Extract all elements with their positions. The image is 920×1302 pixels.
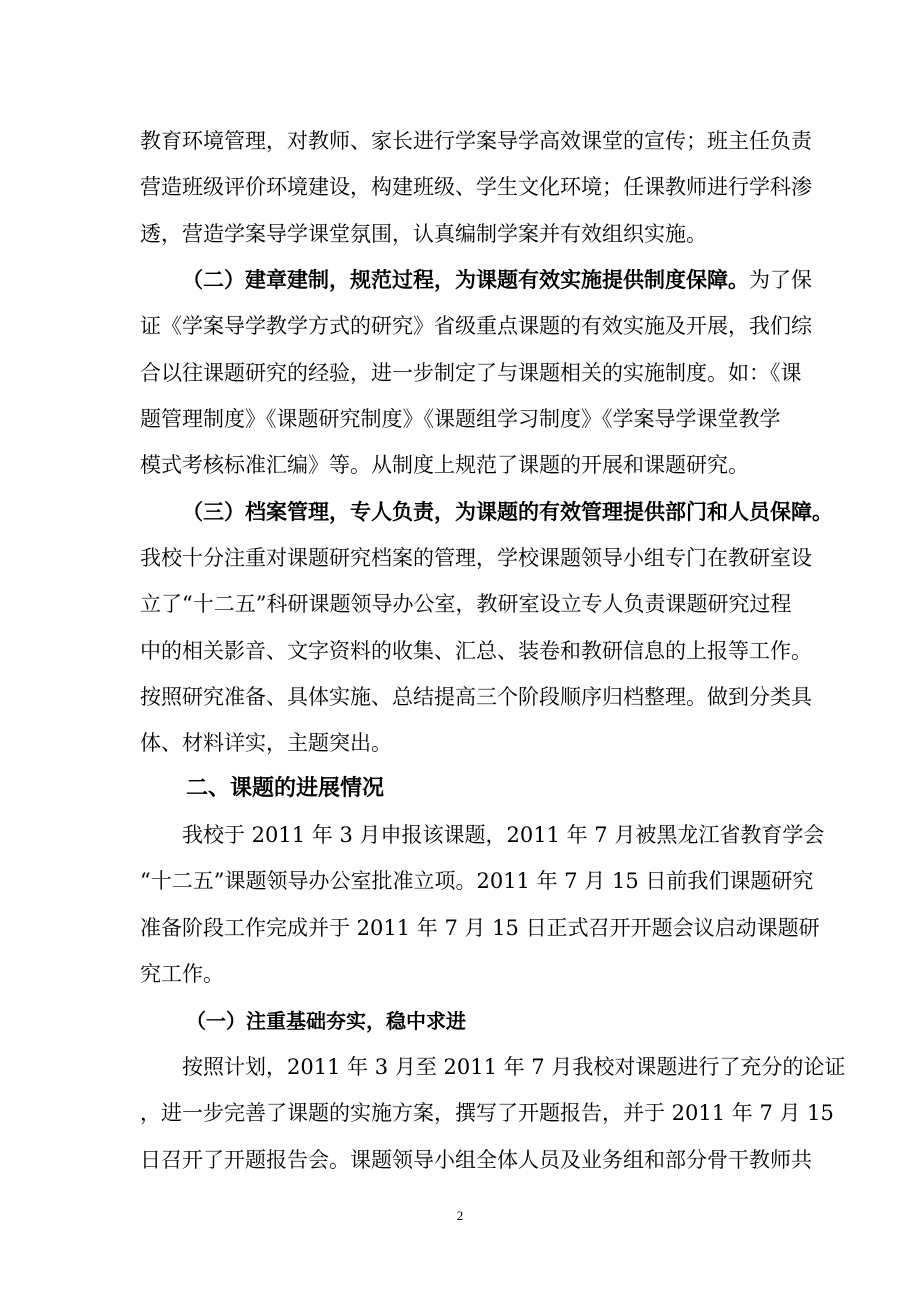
body-text-line: 教育环境管理，对教师、家长进行学案导学高效课堂的宣传；班主任负责 [140,129,812,153]
body-text-line: 立了“十二五”科研课题领导办公室，教研室设立专人负责课题研究过程 [140,592,792,616]
body-text-line: 准备阶段工作完成并于 2011 年 7 月 15 日正式召开开题会议启动课题研 [140,916,820,940]
body-text-line: 日召开了开题报告会。课题领导小组全体人员及业务组和部分骨干教师共 [140,1148,812,1172]
paragraph-lead-line [182,265,812,295]
lead-continuation: 为了保 [749,268,812,292]
page-number: 2 [456,1208,464,1223]
body-text-line: 我校于 2011 年 3 月申报该课题，2011 年 7 月被黑龙江省教育学会 [182,823,825,847]
body-text-line: 中的相关影音、文字资料的收集、汇总、装卷和教研信息的上报等工作。 [140,639,812,663]
body-text-line: 按照研究准备、具体实施、总结提高三个阶段顺序归档整理。做到分类具 [140,685,812,709]
body-text-line: 我校十分注重对课题研究档案的管理，学校课题领导小组专门在教研室设 [140,546,812,570]
body-text-line: 证《学案导学教学方式的研究》省级重点课题的有效实施及开展，我们综 [140,314,812,338]
bold-lead-sentence: （二）建章建制，规范过程，为课题有效实施提供制度保障。 [182,268,749,292]
body-text-line: 按照计划，2011 年 3 月至 2011 年 7 月我校对课题进行了充分的论证 [182,1055,846,1079]
body-text-line: “十二五”课题领导办公室批准立项。2011 年 7 月 15 日前我们课题研究 [140,869,814,893]
bold-lead-sentence: （三）档案管理，专人负责，为课题的有效管理提供部门和人员保障。 [182,500,833,524]
subsection-heading: （一）注重基础夯实，稳中求进 [186,1009,466,1033]
body-text-line: 模式考核标准汇编》等。从制度上规范了课题的开展和课题研究。 [140,453,749,477]
body-text-line: 营造班级评价环境建设，构建班级、学生文化环境；任课教师进行学科渗 [140,175,812,199]
body-text-line: ，进一步完善了课题的实施方案，撰写了开题报告，并于 2011 年 7 月 15 [140,1101,834,1125]
body-text-line: 究工作。 [140,962,224,986]
body-text-line: 体、材料详实，主题突出。 [140,731,392,755]
body-text-line: 合以往课题研究的经验，进一步制定了与课题相关的实施制度。如：《课 [140,361,802,385]
body-text-line: 题管理制度》《课题研究制度》《课题组学习制度》《学案导学课堂教学 [140,407,781,431]
section-heading: 二、课题的进展情况 [186,776,385,801]
body-text-line: 透，营造学案导学课堂氛围，认真编制学案并有效组织实施。 [140,222,707,246]
